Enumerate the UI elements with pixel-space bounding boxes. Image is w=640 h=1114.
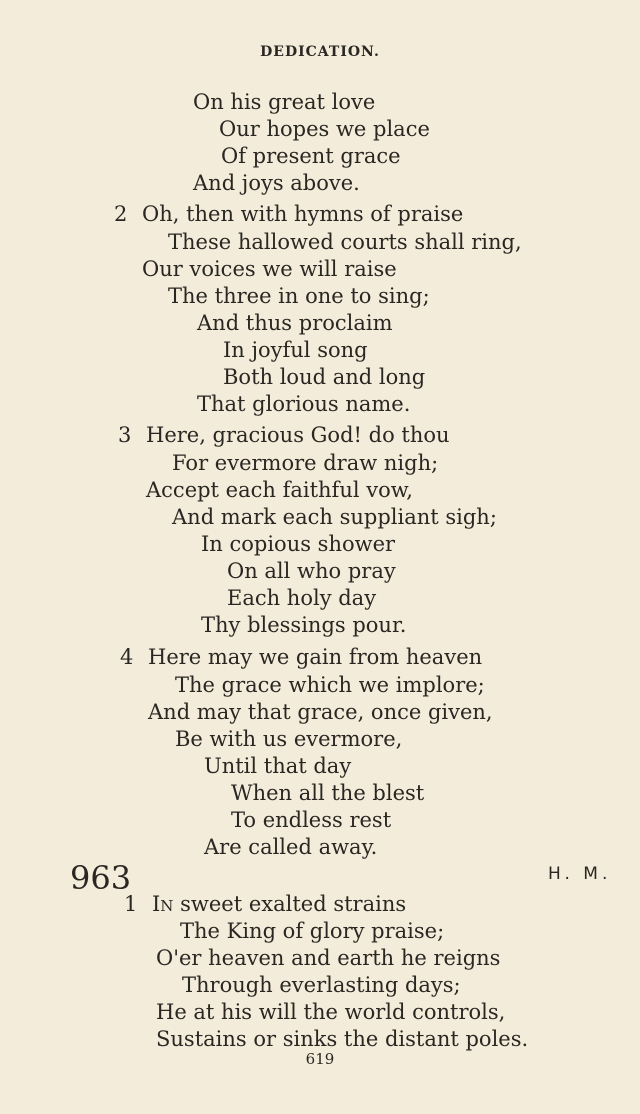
verse-line: Each holy day [227, 586, 377, 610]
verse-line: On all who pray [227, 559, 396, 583]
verse-line: Both loud and long [223, 365, 426, 389]
verse-line: Through everlasting days; [182, 973, 461, 997]
verse-line: Oh, then with hymns of praise [142, 202, 464, 226]
running-header: DEDICATION. [260, 44, 380, 60]
verse-line: Accept each faithful vow, [146, 478, 413, 502]
verse-line: On his great love [193, 90, 376, 114]
hymn-meter: H. M. [548, 864, 612, 884]
verse-line: To endless rest [231, 808, 392, 832]
verse-line: These hallowed courts shall ring, [168, 230, 522, 254]
first-word: In [152, 892, 174, 916]
verse-line: Be with us evermore, [175, 727, 403, 751]
first-line-rest: sweet exalted strains [180, 892, 407, 916]
verse-line: Here may we gain from heaven [148, 645, 483, 669]
verse-line: The three in one to sing; [168, 284, 430, 308]
hymn-number: 963 [70, 859, 132, 897]
verse-line: Until that day [204, 754, 352, 778]
verse-line: Our voices we will raise [142, 257, 397, 281]
verse-line: For evermore draw nigh; [172, 451, 439, 475]
verse-line: Thy blessings pour. [201, 613, 407, 637]
verse-line: That glorious name. [197, 392, 411, 416]
verse-line: Of present grace [221, 144, 401, 168]
verse-line: The grace which we implore; [175, 673, 485, 697]
page-number: 619 [305, 1050, 335, 1068]
verse-line: And mark each suppliant sigh; [172, 505, 497, 529]
verse-line: In joyful song [223, 338, 368, 362]
verse-line: Our hopes we place [219, 117, 430, 141]
verse-line: Here, gracious God! do thou [146, 423, 450, 447]
verse-line: And may that grace, once given, [148, 700, 493, 724]
verse-line-first [152, 891, 406, 918]
stanza-number: 4 [120, 645, 134, 669]
verse-line: When all the blest [231, 781, 425, 805]
verse-line: And joys above. [193, 171, 360, 195]
stanza-number: 1 [124, 892, 138, 916]
stanza-number: 2 [114, 202, 128, 226]
verse-line: And thus proclaim [197, 311, 393, 335]
verse-line: O'er heaven and earth he reigns [156, 946, 501, 970]
verse-line: In copious shower [201, 532, 396, 556]
verse-line: The King of glory praise; [180, 919, 445, 943]
verse-line: Sustains or sinks the distant poles. [156, 1027, 529, 1051]
verse-line: Are called away. [204, 835, 378, 859]
verse-line: He at his will the world controls, [156, 1000, 506, 1024]
stanza-number: 3 [118, 423, 132, 447]
